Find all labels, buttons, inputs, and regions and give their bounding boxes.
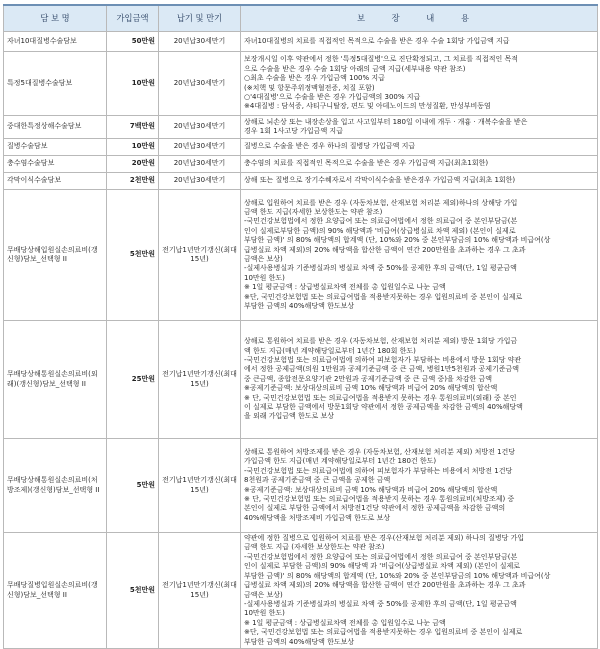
coverage-amount: 5만원 <box>107 439 159 533</box>
description-line: 금액 한도 지급(자세한 보상한도는 약관 참조) <box>244 207 383 216</box>
table-row <box>4 321 598 439</box>
description-line: ○최초 수술을 받은 경우 가입금액 100% 지급 <box>244 74 385 83</box>
description-line: ※ 1일 평균금액 : 상급병실료차액 전체를 총 입원일수로 나눈 금액 <box>244 618 446 627</box>
header-term: 납기 및 만기 <box>159 5 241 32</box>
coverage-table <box>3 4 598 649</box>
coverage-term: 전기납1년만기갱신(최대15년) <box>159 190 241 321</box>
coverage-term: 전기납1년만기갱신(최대15년) <box>159 533 241 649</box>
coverage-term: 전기납1년만기갱신(최대15년) <box>159 439 241 533</box>
description-line: 급병실료 차액 제외)의 20% 해당액을 합산한 금액이 연간 200만원을 초과하는 경우 그 초과 <box>244 245 526 254</box>
table-row <box>4 32 598 52</box>
coverage-name: 각막이식수술담보 <box>4 173 107 190</box>
coverage-name: 충수염수술담보 <box>4 156 107 173</box>
table-row <box>4 156 598 173</box>
description-line: 금액은 보상) <box>244 590 283 599</box>
description-line: 금액 한도 지급 (자세한 보상한도는 약관 참조) <box>244 543 385 552</box>
description-line: 부담한 금액의 40%해당액 한도보상 <box>244 637 355 646</box>
description-line: 8천원과 공제기준금액 중 큰 금액을 공제한 금액 <box>244 476 391 485</box>
description-line: ※단, 국민건강보험법 또는 의료급여법을 적용받지못하는 경우 입원의료비 중 본인이 실제로 <box>244 292 523 301</box>
coverage-amount: 2천만원 <box>107 173 159 190</box>
description-line: 자녀10대질병의 치료를 직접적인 목적으로 수술을 받은 경우 수술 1회당 가입금액 지급 <box>244 36 510 45</box>
description-line: 충수염의 치료를 직접적인 목적으로 수술을 받은 경우 가입금액 지급(최초1회한) <box>244 159 489 168</box>
coverage-amount: 25만원 <box>107 321 159 439</box>
description-line: 으로 수술을 받은 경우 수술 1회당 아래의 금액 지급(세부내용 약관 참조) <box>244 64 466 73</box>
coverage-description <box>241 139 598 156</box>
description-line: 경우 1회 1사고당 가입금액 지급 <box>244 127 343 135</box>
coverage-term: 20년납30세만기 <box>159 139 241 156</box>
description-line: ※4대질병 : 담석증, 샤티구니탈장, 편도 및 아데노이드의 만성질환, 만성부비동염 <box>244 102 491 111</box>
coverage-description <box>241 173 598 190</box>
description-line: 보장개시일 이후 약관에서 정한 '특정5대질병'으로 진단확정되고, 그 치료를 직접적인 목적 <box>244 55 518 64</box>
description-line: -국민건강보험법 또는 의료급여법에 의하여 피보험자가 부담하는 비용에서 처방전 1건당 <box>244 466 513 475</box>
coverage-description <box>241 32 598 52</box>
coverage-name: 무배당상해통원실손의료비(외래)(갱신형)담보_선택형 II <box>4 321 107 439</box>
description-line: ※ 단, 국민건강보험법 또는 의료급여법을 적용받지 못하는 경우 통원의료비(처방조제) 중 <box>244 494 515 503</box>
coverage-amount: 10만원 <box>107 52 159 116</box>
description-line: 상해로 통원하여 처방조제를 받은 경우 (자동차보험, 산재보험 처리분 제외) 처방전 1건당 <box>244 447 516 456</box>
description-line: 부담한 금액의 40%해당액 한도보상 <box>244 302 355 311</box>
description-line: 상해로 입원하여 치료를 받은 경우 (자동차보험, 산재보험 처리분 제외)하나의 상해당 가입 <box>244 198 518 207</box>
description-line: 이 실제로 부담한 금액에서 방문1회당 약관에서 정한 공제금액을 차감한 금액의 40%해당액 <box>244 403 523 412</box>
coverage-name: 무배당상해입원실손의료비(갱신형)담보_선택형 II <box>4 190 107 321</box>
coverage-description <box>241 321 598 439</box>
description-line: 금액은 보상) <box>244 255 283 263</box>
description-line: ○'4대질병'으로 수술을 받은 경우 가입금액의 300% 지급 <box>244 92 421 101</box>
header-coverage: 보 장 내 용 <box>241 5 598 32</box>
coverage-name: 중대한특정상해수술담보 <box>4 116 107 139</box>
table-row <box>4 116 598 139</box>
table-row <box>4 139 598 156</box>
description-line: 인이 실제로부담한 금액)의 90% 해당액과 '비급여(상급병실료 차액 제외) (본인이 실제로 <box>244 226 516 235</box>
description-line: 10만원 한도) <box>244 273 285 282</box>
description-line: 상해로 뇌손상 또는 내장손상을 입고 사고일부터 180일 이내에 개두 · 개흉 · 개복수술을 받은 <box>244 117 528 126</box>
header-row <box>4 5 598 32</box>
coverage-term: 20년납30세만기 <box>159 156 241 173</box>
coverage-term: 20년납30세만기 <box>159 173 241 190</box>
description-line: 급병실료 차액 제외)의 20% 해당액을 합산한 금액이 연간 200만원을 초과하는 경우 그 초과 <box>244 581 526 590</box>
description-line: 에서 정한 공제금액(의원 1만원과 공제기준금액 중 큰 금액, 병원1만5천원과 공제기준금액 <box>244 365 520 374</box>
description-line: 을 외래 가입금액 한도로 보상 <box>244 412 335 421</box>
coverage-description <box>241 190 598 321</box>
description-line: 질병으로 수술을 받은 경우 하나의 질병당 가입금액 지급 <box>244 142 416 151</box>
description-line: ※ 1일 평균금액 : 상급병실료차액 전체를 총 입원일수로 나눈 금액 <box>244 283 446 292</box>
coverage-name: 무배당상해통원실손의료비(처방조제)(갱신형)담보_선택형 II <box>4 439 107 533</box>
header-amount: 가입금액 <box>107 5 159 32</box>
description-line: 상해 또는 질병으로 장기수혜자로서 각막이식수술을 받은경우 가입금액 지급(최초 1회한) <box>244 176 516 185</box>
coverage-description <box>241 439 598 533</box>
description-line: 부담한 금액)' 의 80% 해당액의 합계액 (단, 10%와 20% 중 본인부담금의 10% 해당액과 비급여(상 <box>244 571 551 580</box>
description-line: 약관에 정한 질병으로 입원하여 치료를 받은 경우(산재보험 처리분 제외) 하나의 질병당 가입 <box>244 534 525 543</box>
description-line: -국민건강보험법 또는 의료급여법에 의하여 피보험자가 부담하는 비용에서 방문 1회당 약관 <box>244 355 522 364</box>
description-line: 중 큰금액, 종합전문요양기관 2만원과 공제기준금액 중 큰 금액 중)을 차감한 금액 <box>244 374 493 383</box>
coverage-amount: 20만원 <box>107 156 159 173</box>
description-line: ※공제기준금액: 보상대상의료비 금액 10% 해당액과 비급여 20% 해당액의 합산액 <box>244 384 498 393</box>
coverage-name: 질병수술담보 <box>4 139 107 156</box>
coverage-amount: 5천만원 <box>107 190 159 321</box>
coverage-amount: 50만원 <box>107 32 159 52</box>
description-line: 상해로 통원하여 치료를 받은 경우 (자동차보험, 산재보험 처리분 제외) 방문 1회당 가입금 <box>244 337 518 346</box>
description-line: ※ 단, 국민건강보험법 또는 의료급여법을 적용받지 못하는 경우 통원의료비(외래) 중 본인 <box>244 393 517 402</box>
coverage-amount: 5천만원 <box>107 533 159 649</box>
description-line: 부담한 금액)' 의 80% 해당액의 합계액 (단, 10%와 20% 중 본인부담금의 10% 해당액과 비급여(상 <box>244 236 551 245</box>
coverage-description <box>241 116 598 139</box>
table-body <box>4 32 598 649</box>
coverage-amount: 10만원 <box>107 139 159 156</box>
coverage-term: 20년납30세만기 <box>159 32 241 52</box>
description-line: 본인이 실제로 부담한 금액에서 처방전1건당 약관에서 정한 공제금액을 차감한 금액의 <box>244 504 506 513</box>
coverage-name: 자녀10대질병수술담보 <box>4 32 107 52</box>
coverage-name: 특정5대질병수술담보 <box>4 52 107 116</box>
description-line: (※치핵 및 항문주위정맥혈전증, 치질 포함) <box>244 83 375 92</box>
description-line: -국민건강보험법에서 정한 요양급여 또는 의료급여법에서 정한 의료급여 중 본인부담금(본 <box>244 217 518 226</box>
coverage-amount: 7백만원 <box>107 116 159 139</box>
description-line: 가입금액 한도 지급(매년 계약해당일로부터 1년간 180건 한도) <box>244 457 437 466</box>
coverage-description <box>241 52 598 116</box>
coverage-term: 20년납30세만기 <box>159 116 241 139</box>
coverage-term: 전기납1년만기갱신(최대15년) <box>159 321 241 439</box>
header-name: 담 보 명 <box>4 5 107 32</box>
description-line: ※단, 국민건강보험법 또는 의료급여법을 적용받지못하는 경우 입원의료비 중 본인이 실제로 <box>244 628 523 637</box>
description-line: ※공제기준금액: 보상대상의료비 금액 10% 해당액과 비급여 20% 해당액의 합산액 <box>244 485 498 494</box>
table-row <box>4 190 598 321</box>
table-row <box>4 173 598 190</box>
description-line: 40%해당액을 처방조제비 가입금액 한도로 보상 <box>244 513 391 522</box>
description-line: -실제사용병실과 기준병실과의 병실료 차액 중 50%를 공제한 후의 금액(단, 1일 평균금액 <box>244 599 517 608</box>
description-line: -실제사용병실과 기준병실과의 병실료 차액 중 50%를 공제한 후의 금액(단, 1일 평균금액 <box>244 264 517 273</box>
coverage-term: 20년납30세만기 <box>159 52 241 116</box>
coverage-description <box>241 533 598 649</box>
description-line: -국민건강보험법에서 정한 요양급여 또는 의료급여법에서 정한 의료급여 중 본인부담금(본 <box>244 552 518 561</box>
coverage-name: 무배당질병입원실손의료비(갱신형)담보_선택형 II <box>4 533 107 649</box>
description-line: 10만원 한도) <box>244 609 285 618</box>
coverage-description <box>241 156 598 173</box>
table-row <box>4 439 598 533</box>
description-line: 인이 실제로 부담한 금액)의 90% 해당액 과 '비급여(상급병실료 차액 제외) (본인이 실제로 <box>244 562 521 571</box>
description-line: 액 한도 지급(매년 계약해당일로부터 1년간 180회 한도) <box>244 346 416 355</box>
table-row <box>4 533 598 649</box>
table-row <box>4 52 598 116</box>
